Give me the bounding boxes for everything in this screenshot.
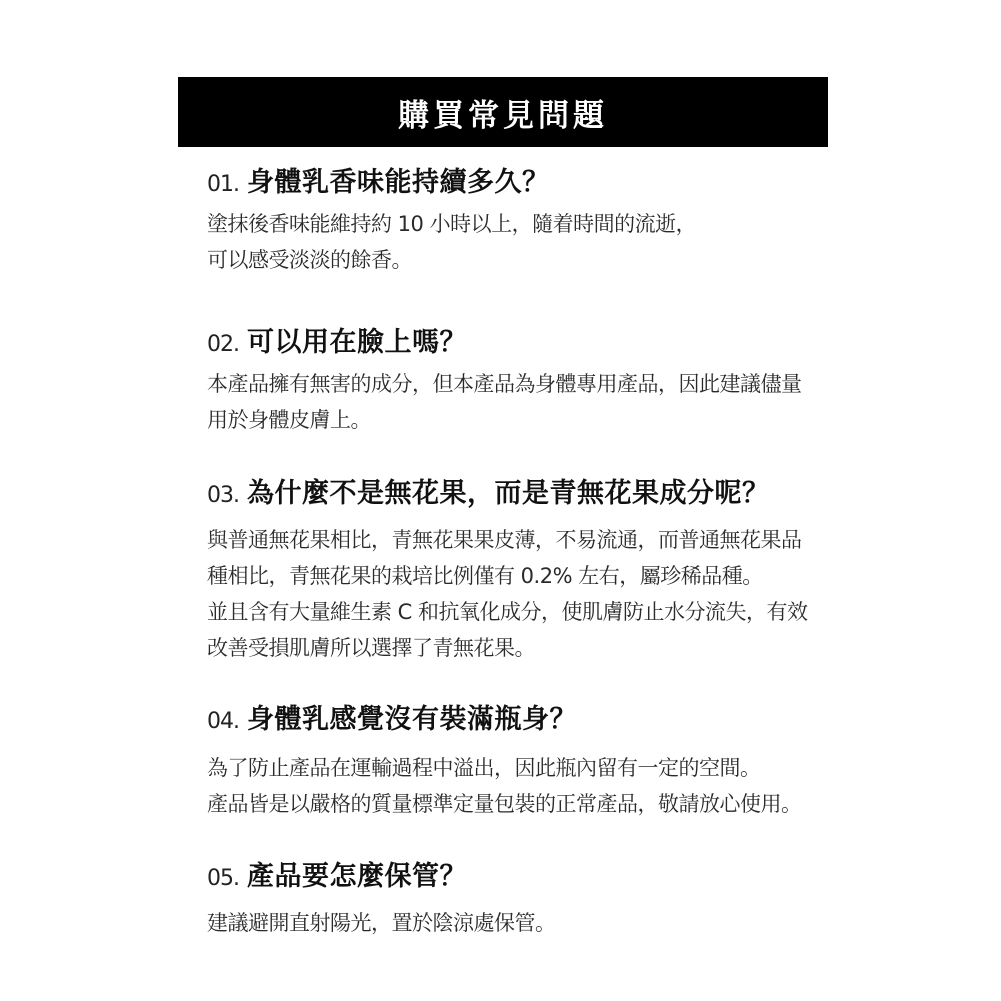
question-text: 身體乳香味能持續多久？	[247, 167, 550, 198]
faq-question-5	[207, 854, 467, 894]
faq-answer-1	[207, 206, 807, 278]
answer-line: 用於身體皮膚上。	[207, 408, 371, 432]
faq-answer-5	[207, 905, 807, 941]
faq-question-4	[207, 697, 577, 737]
question-text: 為什麼不是無花果，而是青無花果成分呢？	[247, 478, 770, 509]
question-number: 03.	[207, 483, 239, 508]
faq-answer-2	[207, 366, 807, 438]
question-text: 產品要怎麼保管？	[247, 861, 467, 892]
faq-question-1	[207, 160, 550, 200]
question-number: 01.	[207, 172, 239, 197]
faq-answer-4	[207, 750, 807, 822]
answer-line: 與普通無花果相比，青無花果果皮薄，不易流通，而普通無花果品	[207, 528, 802, 552]
question-number: 04.	[207, 709, 239, 734]
page-header	[178, 77, 828, 147]
faq-question-2	[207, 320, 467, 360]
faq-question-3	[207, 471, 770, 511]
answer-line: 產品皆是以嚴格的質量標準定量包裝的正常產品，敬請放心使用。	[207, 792, 802, 816]
faq-answer-3	[207, 522, 807, 666]
answer-line: 本產品擁有無害的成分，但本產品為身體專用產品，因此建議儘量	[207, 372, 802, 396]
answer-line: 改善受損肌膚所以選擇了青無花果。	[207, 636, 535, 660]
answer-line: 為了防止產品在運輸過程中溢出，因此瓶內留有一定的空間。	[207, 756, 761, 780]
answer-line: 建議避開直射陽光，置於陰涼處保管。	[207, 911, 556, 935]
answer-line: 種相比，青無花果的栽培比例僅有 0.2% 左右，屬珍稀品種。	[207, 564, 763, 588]
question-text: 身體乳感覺沒有裝滿瓶身？	[247, 704, 577, 735]
question-text: 可以用在臉上嗎？	[247, 327, 467, 358]
question-number: 02.	[207, 332, 239, 357]
answer-line: 可以感受淡淡的餘香。	[207, 248, 412, 272]
answer-line: 塗抹後香味能維持約 10 小時以上，隨着時間的流逝，	[207, 212, 697, 236]
page-title: 購買常見問題	[398, 97, 608, 134]
question-number: 05.	[207, 866, 239, 891]
answer-line: 並且含有大量維生素 C 和抗氧化成分，使肌膚防止水分流失，有效	[207, 600, 808, 624]
